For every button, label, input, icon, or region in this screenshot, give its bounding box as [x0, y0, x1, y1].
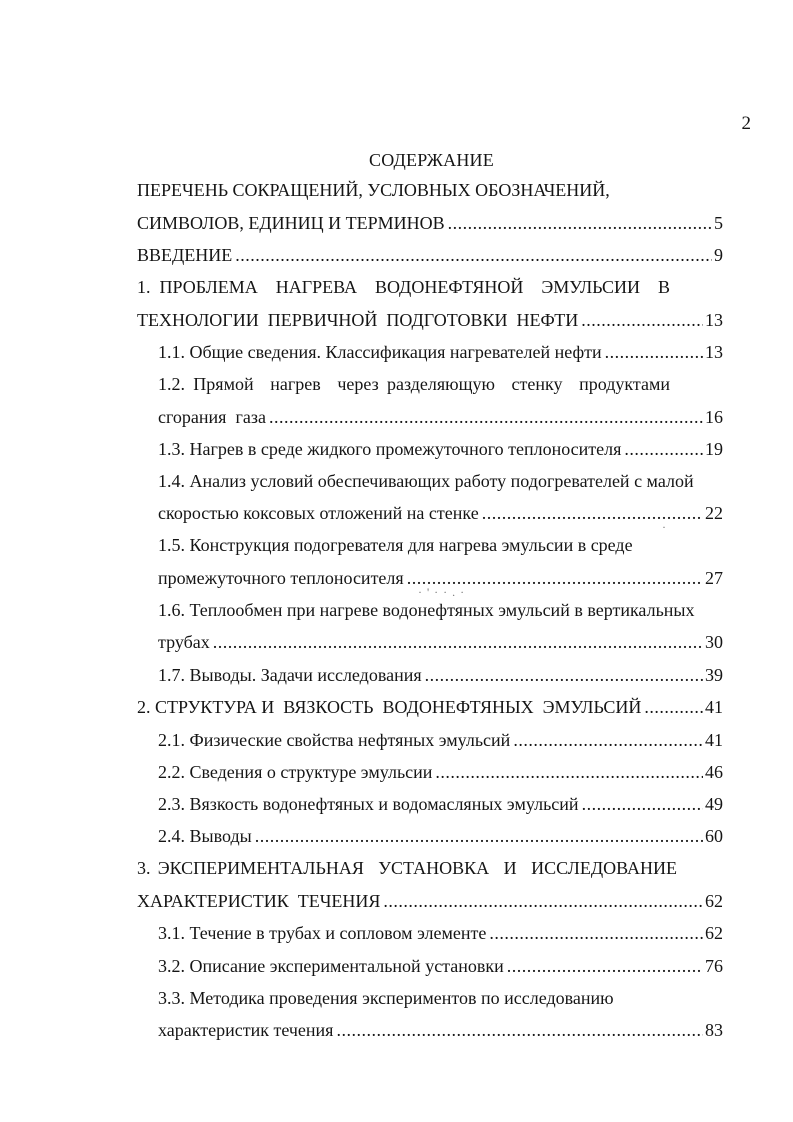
toc-leader-dots — [644, 694, 703, 720]
toc-entry-page: 5 — [714, 213, 723, 233]
toc-entry-chapter1[interactable] — [137, 307, 723, 333]
toc-entry-text: характеристик течения — [158, 1020, 334, 1040]
toc-entry-text: 2.2. Сведения о структуре эмульсии — [158, 762, 433, 782]
toc-entry-1-2-line1 — [158, 371, 670, 397]
toc-entry-text: трубах — [158, 632, 210, 652]
toc-entry-text: СИМВОЛОВ, ЕДИНИЦ И ТЕРМИНОВ — [137, 213, 445, 233]
toc-entry-1-7[interactable] — [158, 662, 723, 688]
toc-entry-page: 60 — [705, 826, 723, 846]
toc-entry-chapter3[interactable] — [137, 888, 723, 914]
toc-entry-page: 46 — [705, 762, 723, 782]
toc-entry-page: 62 — [705, 891, 723, 911]
toc-title: СОДЕРЖАНИЕ — [369, 150, 494, 170]
toc-entry-text: ПЕРЕЧЕНЬ СОКРАЩЕНИЙ, УСЛОВНЫХ ОБОЗНАЧЕНИЙ, — [137, 180, 610, 200]
toc-entry-page: 30 — [705, 632, 723, 652]
toc-entry-page: 13 — [705, 342, 723, 362]
toc-entry-1-5-line1 — [158, 532, 633, 558]
toc-entry-1-3[interactable] — [158, 436, 723, 462]
toc-leader-dots — [448, 210, 712, 236]
toc-entry-2-3[interactable] — [158, 791, 723, 817]
toc-entry-text: ВВЕДЕНИЕ — [137, 245, 233, 265]
toc-leader-dots — [235, 242, 712, 268]
toc-entry-2-2[interactable] — [158, 759, 723, 785]
toc-leader-dots — [581, 307, 703, 333]
toc-leader-dots — [489, 920, 703, 946]
toc-entry-text: промежуточного теплоносителя — [158, 568, 404, 588]
toc-entry-chapter2[interactable] — [137, 694, 723, 720]
toc-leader-dots — [582, 791, 703, 817]
page-number: 2 — [741, 113, 751, 134]
toc-entry-text: ТЕХНОЛОГИИ ПЕРВИЧНОЙ ПОДГОТОВКИ НЕФТИ — [137, 310, 579, 330]
toc-entry-text: 2.1. Физические свойства нефтяных эмульсий — [158, 730, 511, 750]
toc-entry-text: 1.1. Общие сведения. Классификация нагревателей нефти — [158, 342, 602, 362]
toc-leader-dots — [507, 953, 703, 979]
toc-entry-page: 39 — [705, 665, 723, 685]
toc-entry-3-1[interactable] — [158, 920, 723, 946]
toc-entry-page: 41 — [705, 730, 723, 750]
toc-entry-chapter1-line1 — [137, 274, 670, 300]
toc-entry-text: 3. ЭКСПЕРИМЕНТАЛЬНАЯ УСТАНОВКА И ИССЛЕДОВАНИЕ — [137, 858, 677, 878]
toc-entry-page: 62 — [705, 923, 723, 943]
toc-entry-1-6[interactable] — [158, 629, 723, 655]
toc-entry-text: сгорания газа — [158, 407, 266, 427]
scan-artifact: · ' · · . · — [418, 585, 466, 599]
toc-entry-2-4[interactable] — [158, 823, 723, 849]
scan-artifact: · — [662, 520, 667, 534]
toc-entry-1-4-line1 — [158, 468, 694, 494]
toc-leader-dots — [383, 888, 703, 914]
toc-leader-dots — [513, 727, 703, 753]
toc-entry-3-3[interactable] — [158, 1017, 723, 1043]
toc-entry-introduction[interactable] — [137, 242, 723, 268]
toc-entry-1-4[interactable] — [158, 500, 723, 526]
toc-entry-text: 1.2. Прямой нагрев через разделяющую стенку продуктами — [158, 374, 670, 394]
toc-entry-page: 16 — [705, 407, 723, 427]
toc-entry-abbreviations[interactable] — [137, 210, 723, 236]
toc-entry-text: 1.4. Анализ условий обеспечивающих работу подогревателей с малой — [158, 471, 694, 491]
toc-leader-dots — [255, 823, 703, 849]
toc-entry-text: 2. СТРУКТУРА И ВЯЗКОСТЬ ВОДОНЕФТЯНЫХ ЭМУЛЬСИЙ — [137, 697, 642, 717]
toc-entry-text: скоростью коксовых отложений на стенке — [158, 503, 479, 523]
toc-leader-dots — [605, 339, 703, 365]
toc-entry-text: 1.3. Нагрев в среде жидкого промежуточного теплоносителя — [158, 439, 622, 459]
toc-entry-page: 13 — [705, 310, 723, 330]
toc-entry-1-1[interactable] — [158, 339, 723, 365]
toc-entry-page: 41 — [705, 697, 723, 717]
toc-entry-3-2[interactable] — [158, 953, 723, 979]
toc-leader-dots — [269, 404, 703, 430]
toc-entry-text: 3.2. Описание экспериментальной установки — [158, 956, 504, 976]
toc-leader-dots — [435, 759, 703, 785]
toc-entry-text: ХАРАКТЕРИСТИК ТЕЧЕНИЯ — [137, 891, 381, 911]
toc-leader-dots — [336, 1017, 703, 1043]
toc-entry-page: 9 — [714, 245, 723, 265]
toc-leader-dots — [213, 629, 703, 655]
toc-entry-1-2[interactable] — [158, 404, 723, 430]
toc-entry-text: 1. ПРОБЛЕМА НАГРЕВА ВОДОНЕФТЯНОЙ ЭМУЛЬСИИ В — [137, 277, 670, 297]
toc-entry-3-3-line1 — [158, 985, 614, 1011]
toc-entry-page: 83 — [705, 1020, 723, 1040]
toc-leader-dots — [482, 500, 703, 526]
toc-leader-dots — [425, 662, 703, 688]
toc-entry-page: 27 — [705, 568, 723, 588]
toc-entry-1-6-line1 — [158, 597, 695, 623]
toc-entry-text: 3.1. Течение в трубах и сопловом элементе — [158, 923, 487, 943]
toc-entry-2-1[interactable] — [158, 727, 723, 753]
toc-entry-text: 1.6. Теплообмен при нагреве водонефтяных эмульсий в вертикальных — [158, 600, 695, 620]
toc-entry-abbreviations-line1 — [137, 177, 610, 203]
toc-entry-text: 1.5. Конструкция подогревателя для нагрева эмульсии в среде — [158, 535, 633, 555]
toc-leader-dots — [624, 436, 703, 462]
toc-entry-text: 2.4. Выводы — [158, 826, 252, 846]
toc-entry-text: 1.7. Выводы. Задачи исследования — [158, 665, 422, 685]
toc-entry-page: 76 — [705, 956, 723, 976]
toc-entry-page: 19 — [705, 439, 723, 459]
toc-entry-text: 2.3. Вязкость водонефтяных и водомасляных эмульсий — [158, 794, 579, 814]
toc-entry-page: 49 — [705, 794, 723, 814]
toc-entry-chapter3-line1 — [137, 855, 677, 881]
toc-entry-text: 3.3. Методика проведения экспериментов по исследованию — [158, 988, 614, 1008]
toc-entry-page: 22 — [705, 503, 723, 523]
